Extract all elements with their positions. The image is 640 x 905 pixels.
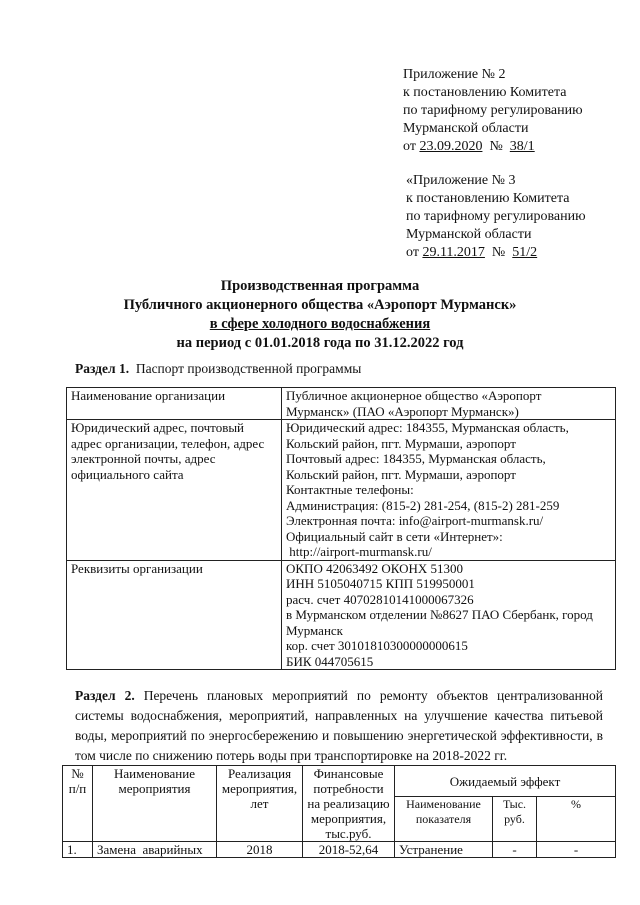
cell-thousand: - xyxy=(493,842,537,858)
cell-percent: - xyxy=(537,842,616,858)
cell-period: 2018 xyxy=(217,842,303,858)
section1-title: Паспорт производственной программы xyxy=(129,361,362,376)
requisites-label: Реквизиты организации xyxy=(67,560,282,670)
annex-new-line2: к постановлению Комитета xyxy=(403,85,567,100)
cell-finance: 2018-52,64 xyxy=(303,842,395,858)
annex-old-line2: к постановлению Комитета xyxy=(406,191,570,206)
table-row xyxy=(63,842,616,858)
table-header-row xyxy=(63,766,616,797)
table-row xyxy=(67,388,616,420)
col-header-indicator: Наименование показателя xyxy=(395,797,493,842)
annex-old-date: 29.11.2017 xyxy=(422,245,485,260)
annex-new-date-line: от 23.09.2020 № 38/1 xyxy=(403,139,535,154)
measures-table xyxy=(62,765,616,858)
section1-heading xyxy=(75,361,361,377)
col-header-effect: Ожидаемый эффект xyxy=(395,766,616,797)
section1-label: Раздел 1. xyxy=(75,361,130,376)
annex-old-date-line: от 29.11.2017 № 51/2 xyxy=(406,245,538,260)
annex-old-line1: «Приложение № 3 xyxy=(406,173,516,188)
col-header-finance: Финансовые потребности на реализацию мероприятия, тыс.руб. xyxy=(303,766,395,842)
annex-old xyxy=(406,172,586,262)
org-name-label: Наименование организации xyxy=(67,388,282,420)
section2-text: Перечень плановых мероприятий по ремонту объектов централизованной системы водоснабжения, мероприятий, направленных на улучшение качества питьевой воды, мероприятий по энергосбережению и повышению энергетической эффективности, в том числе по снижению потерь воды при транспортировке на 2018-2022 гг. xyxy=(75,688,604,763)
cell-indicator: Устранение xyxy=(395,842,493,858)
annex-old-line3: по тарифному регулированию xyxy=(406,209,586,224)
annex-new-line4: Мурманской области xyxy=(403,121,529,136)
document-title xyxy=(0,277,640,353)
section2-label: Раздел 2. xyxy=(75,688,135,703)
cell-name: Замена аварийных xyxy=(93,842,217,858)
title-line3: в сфере холодного водоснабжения xyxy=(209,316,431,332)
title-line4: на период с 01.01.2018 года по 31.12.2022 год xyxy=(176,335,464,351)
org-name-value: Публичное акционерное общество «Аэропорт Мурманск» (ПАО «Аэропорт Мурманск») xyxy=(282,388,616,420)
annex-old-line4: Мурманской области xyxy=(406,227,532,242)
table-row xyxy=(67,420,616,561)
requisites-value: ОКПО 42063492 ОКОНХ 51300 ИНН 5105040715 КПП 519950001 расч. счет 40702810141000067326 в Мурманском отделении №8627 ПАО Сбербанк, город Мурманск кор. счет 30101810300000000615 БИК 044705615 xyxy=(282,560,616,670)
table-row xyxy=(67,560,616,670)
col-header-period: Реализация мероприятия, лет xyxy=(217,766,303,842)
address-value: Юридический адрес: 184355, Мурманская область, Кольский район, пгт. Мурмаши, аэропорт Почтовый адрес: 184355, Мурманская область, Кольский район, пгт. Мурмаши, аэропорт Контактные телефоны: Администрация: (815-2) 281-254, (815-2) 281-259 Электронная почта: info@airport-murmansk.ru/ Официальный сайт в сети «Интернет»: http://airport-murmansk.ru/ xyxy=(282,420,616,561)
title-line1: Производственная программа xyxy=(220,278,420,294)
col-header-thousand: Тыс. руб. xyxy=(493,797,537,842)
annex-new xyxy=(403,66,583,156)
annex-new-number: 38/1 xyxy=(509,139,535,154)
cell-num: 1. xyxy=(63,842,93,858)
col-header-num: № п/п xyxy=(63,766,93,842)
annex-new-line1: Приложение № 2 xyxy=(403,67,506,82)
section2-paragraph xyxy=(75,686,603,766)
title-line2: Публичного акционерного общества «Аэропорт Мурманск» xyxy=(123,297,517,313)
col-header-name: Наименование мероприятия xyxy=(93,766,217,842)
passport-table xyxy=(66,387,616,670)
address-label: Юридический адрес, почтовый адрес организации, телефон, адрес электронной почты, адрес официального сайта xyxy=(67,420,282,561)
annex-new-line3: по тарифному регулированию xyxy=(403,103,583,118)
annex-new-date: 23.09.2020 xyxy=(419,139,483,154)
annex-old-number: 51/2 xyxy=(512,245,538,260)
col-header-percent: % xyxy=(537,797,616,842)
